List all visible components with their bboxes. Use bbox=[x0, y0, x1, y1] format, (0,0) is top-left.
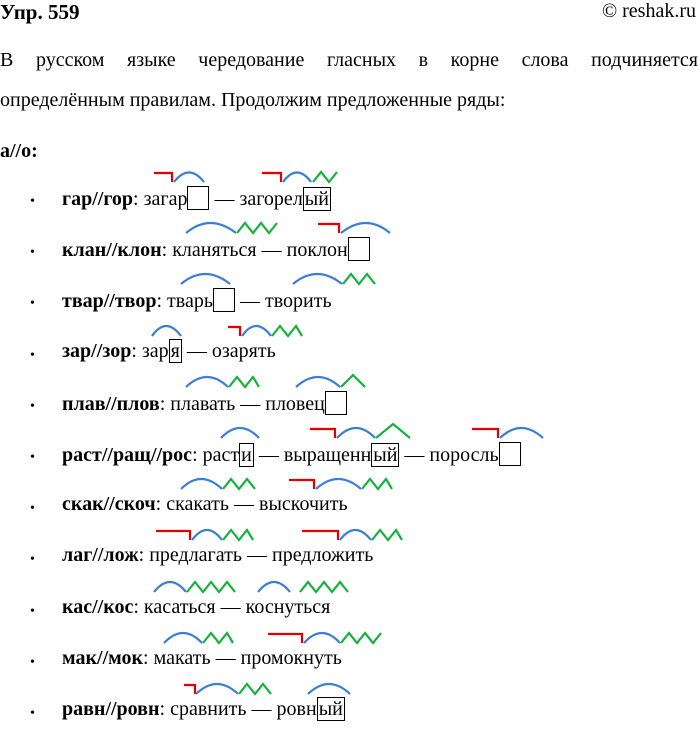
bullet-icon: • bbox=[30, 449, 35, 465]
prefix-mark bbox=[262, 173, 281, 182]
row-text bbox=[62, 237, 370, 262]
list-item bbox=[0, 385, 700, 436]
alternating-root: гар//гор bbox=[62, 188, 134, 210]
bullet-icon: • bbox=[30, 705, 35, 721]
row-text bbox=[62, 544, 373, 567]
ending-box bbox=[499, 442, 521, 466]
word-2: коснуться bbox=[245, 595, 331, 618]
dash: — bbox=[214, 188, 235, 210]
colon: : bbox=[156, 290, 163, 313]
alternating-root: мак//мок bbox=[62, 646, 144, 669]
intro-line-1: В русском языке чередование гласных в корне слова подчиняется bbox=[0, 49, 698, 71]
colon: : bbox=[159, 697, 166, 720]
exercise-title: Упр. 559 bbox=[0, 0, 80, 24]
alternating-root: твар//твор bbox=[62, 290, 157, 313]
word-2: озарять bbox=[211, 339, 276, 362]
alternating-root: зар//зор bbox=[62, 339, 132, 362]
word-2: творить bbox=[264, 290, 332, 313]
word-1: плавать bbox=[170, 392, 236, 415]
row-text bbox=[62, 493, 348, 516]
word-2: выращенн bbox=[283, 443, 372, 466]
intro-line-2: определённым правилам. Продолжим предложенные ряды: bbox=[0, 89, 506, 111]
dash: — bbox=[251, 697, 272, 720]
word-1: зар bbox=[141, 339, 169, 362]
suffix-mark bbox=[313, 172, 337, 182]
list-item bbox=[0, 282, 700, 333]
row-text bbox=[62, 186, 331, 211]
list-item bbox=[0, 334, 700, 385]
word-rows-list bbox=[0, 180, 700, 743]
list-item bbox=[0, 641, 700, 692]
alternating-root: скак//скоч bbox=[62, 493, 156, 516]
ending-box bbox=[348, 237, 370, 261]
ending-box: и bbox=[241, 443, 252, 466]
ending-box: ый bbox=[373, 443, 398, 466]
alternating-root: плав//плов bbox=[62, 392, 160, 415]
word-1: загар bbox=[143, 188, 188, 210]
row-text bbox=[62, 391, 347, 416]
list-item bbox=[0, 538, 700, 589]
colon: : bbox=[143, 646, 149, 669]
bullet-icon: • bbox=[30, 501, 35, 517]
list-item bbox=[0, 180, 700, 231]
word-1: раст bbox=[202, 443, 240, 466]
section-label: а//о: bbox=[0, 140, 38, 162]
ending-box bbox=[325, 391, 347, 415]
ending-box: ый bbox=[318, 697, 343, 720]
dash: — bbox=[404, 443, 425, 466]
dash: — bbox=[246, 544, 267, 567]
row-text bbox=[62, 340, 276, 363]
word-1: касаться bbox=[143, 595, 216, 618]
word-2: ровн bbox=[276, 697, 317, 720]
colon: : bbox=[155, 493, 162, 516]
colon: : bbox=[131, 339, 137, 362]
word-1: предлагать bbox=[149, 544, 242, 567]
colon: : bbox=[161, 239, 168, 262]
dash: — bbox=[215, 646, 236, 669]
ending-box bbox=[187, 186, 209, 210]
colon: : bbox=[133, 188, 139, 210]
alternating-root: равн//ровн bbox=[62, 697, 160, 720]
bullet-icon: • bbox=[30, 296, 35, 312]
ending-box: я bbox=[170, 339, 180, 362]
bullet-icon: • bbox=[30, 654, 35, 670]
dash: — bbox=[240, 392, 261, 415]
list-item bbox=[0, 487, 700, 538]
word-1: сравнить bbox=[170, 697, 247, 720]
row-text bbox=[62, 288, 332, 313]
word-1: макать bbox=[153, 646, 211, 669]
word-1: скакать bbox=[166, 493, 230, 516]
word-1: тварь bbox=[167, 290, 213, 313]
bullet-icon: • bbox=[30, 245, 35, 261]
word-2: поклон bbox=[286, 239, 348, 262]
list-item bbox=[0, 436, 700, 487]
list-item bbox=[0, 231, 700, 282]
word-2: промокнуть bbox=[240, 646, 342, 669]
bullet-icon: • bbox=[30, 603, 35, 619]
dash: — bbox=[258, 443, 279, 466]
row-text bbox=[62, 442, 521, 467]
alternating-root: раст//ращ//рос bbox=[62, 443, 193, 466]
intro-paragraph bbox=[0, 40, 698, 120]
dash: — bbox=[186, 339, 207, 362]
word-1: кланяться bbox=[172, 239, 257, 262]
list-item bbox=[0, 590, 700, 641]
root-arc-mark bbox=[283, 173, 311, 183]
row-text bbox=[62, 596, 330, 619]
alternating-root: кас//кос bbox=[62, 595, 134, 618]
bullet-icon: • bbox=[30, 552, 35, 568]
colon: : bbox=[159, 392, 166, 415]
list-item bbox=[0, 692, 700, 743]
prefix-mark bbox=[154, 173, 172, 182]
colon: : bbox=[133, 595, 139, 618]
row-text bbox=[62, 698, 345, 721]
ending-box: ый bbox=[304, 188, 329, 210]
dash: — bbox=[239, 290, 260, 313]
ending-box bbox=[213, 288, 235, 312]
alternating-root: клан//клон bbox=[62, 239, 162, 262]
source-label: © reshak.ru bbox=[601, 0, 696, 22]
morpheme-marks bbox=[0, 158, 700, 184]
dash: — bbox=[234, 493, 255, 516]
alternating-root: лаг//лож bbox=[62, 544, 139, 567]
colon: : bbox=[138, 544, 145, 567]
dash: — bbox=[220, 595, 241, 618]
word-2: выскочить bbox=[259, 493, 348, 516]
word-3: поросль bbox=[429, 443, 499, 466]
root-arc-mark bbox=[174, 173, 204, 183]
word-2: предложить bbox=[271, 544, 374, 567]
row-text bbox=[62, 647, 342, 670]
word-2: загорел bbox=[239, 188, 303, 210]
bullet-icon: • bbox=[30, 398, 35, 414]
colon: : bbox=[192, 443, 198, 466]
bullet-icon: • bbox=[30, 347, 35, 363]
word-2: пловец bbox=[265, 392, 325, 415]
bullet-icon: • bbox=[30, 194, 35, 209]
dash: — bbox=[261, 239, 282, 262]
